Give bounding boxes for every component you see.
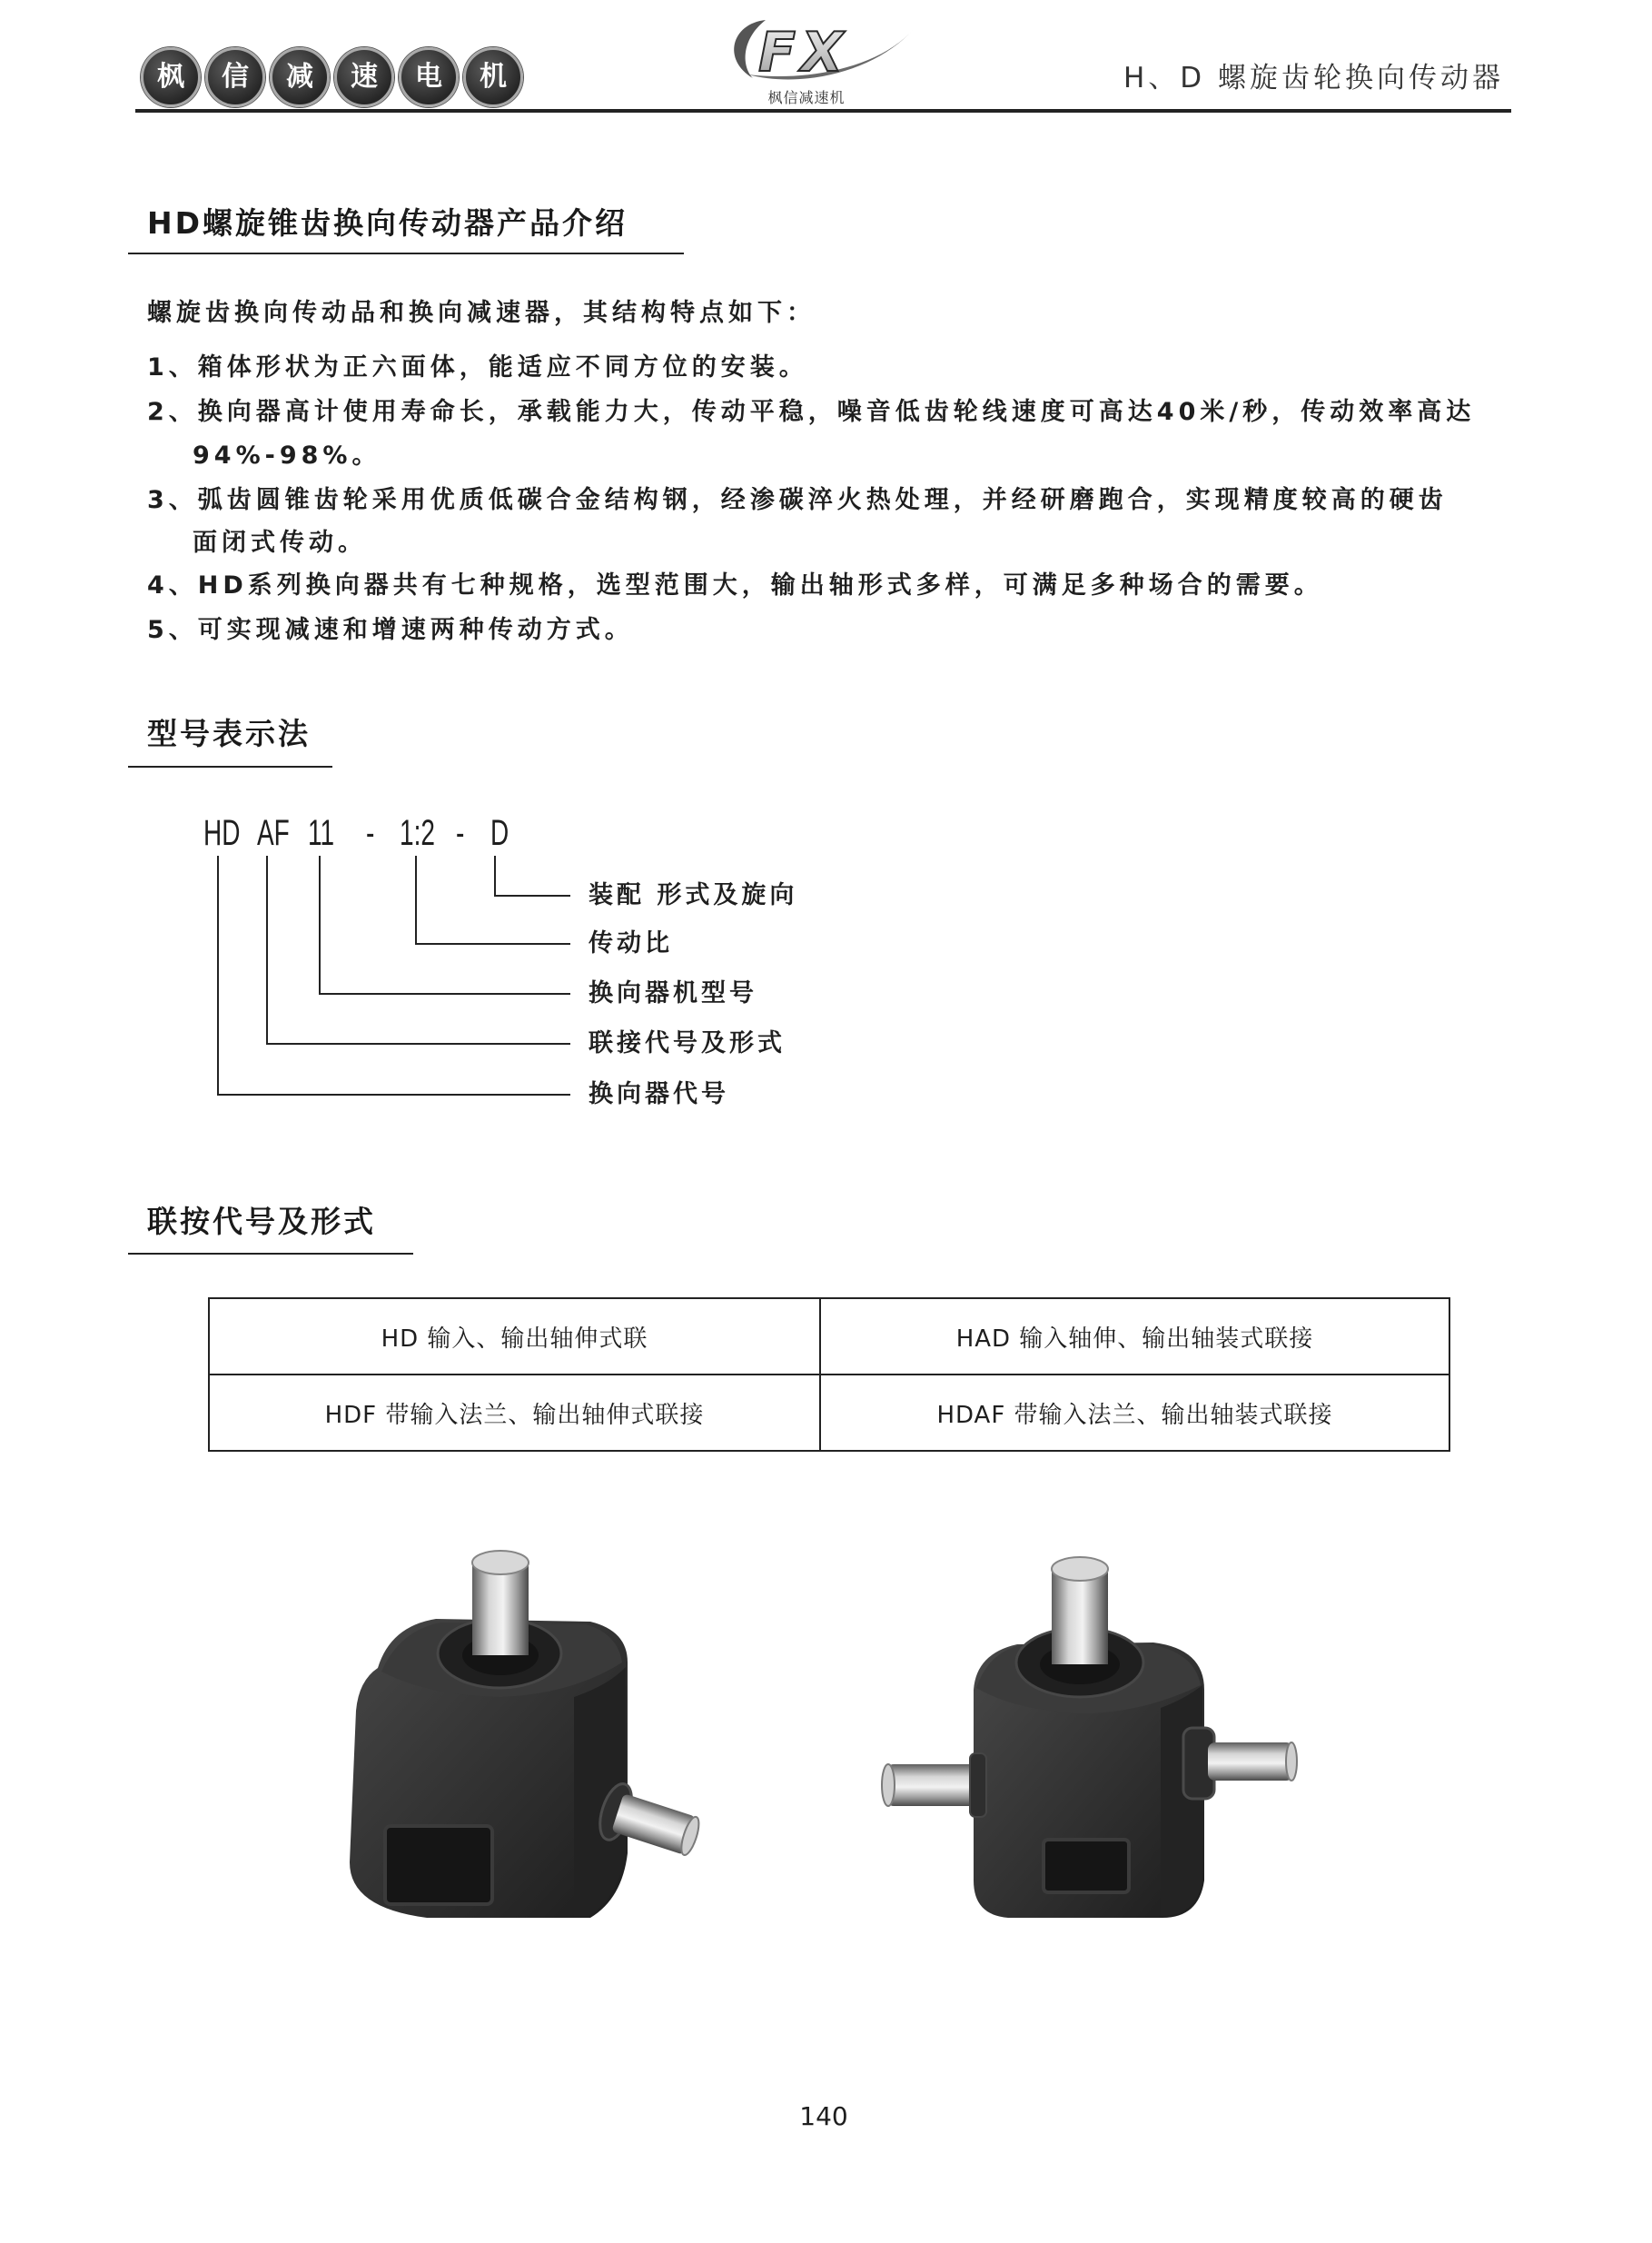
table-row bbox=[209, 1375, 1449, 1451]
top-shaft bbox=[472, 1551, 529, 1655]
section-underline bbox=[128, 766, 332, 768]
brand-char-circle: 电 bbox=[399, 47, 459, 107]
brand-char-circle: 枫 bbox=[141, 47, 201, 107]
intro-lead: 螺旋齿换向传动品和换向减速器，其结构特点如下： bbox=[147, 299, 816, 327]
feature-item-continued: 94%-98%。 bbox=[193, 442, 381, 470]
callout-line-size bbox=[320, 856, 570, 994]
table-row bbox=[209, 1298, 1449, 1375]
inspection-cover bbox=[1044, 1840, 1129, 1892]
connection-type-table bbox=[208, 1297, 1450, 1452]
product-photo-right bbox=[872, 1535, 1308, 1926]
header-title: H、D 螺旋齿轮换向传动器 bbox=[1123, 62, 1504, 94]
table-cell: HDF 带输入法兰、输出轴伸式联接 bbox=[209, 1375, 820, 1451]
code-part-size: 11 bbox=[308, 813, 335, 853]
company-logo bbox=[722, 15, 917, 96]
logo-letters: FX bbox=[758, 21, 849, 84]
feature-item-continued: 面闭式传动。 bbox=[193, 529, 367, 557]
code-part-ratio: 1:2 bbox=[400, 813, 435, 853]
section-underline bbox=[128, 253, 684, 254]
code-part-assembly: D bbox=[490, 813, 509, 853]
section-underline bbox=[128, 1253, 413, 1255]
section-heading-model: 型号表示法 bbox=[147, 716, 311, 751]
feature-item: 1、箱体形状为正六面体，能适应不同方位的安装。 bbox=[147, 353, 808, 382]
table-cell: HD 输入、输出轴伸式联 bbox=[209, 1298, 820, 1375]
right-shaft bbox=[1183, 1728, 1297, 1799]
brand-char-circle: 机 bbox=[463, 47, 523, 107]
code-part-connection: AF bbox=[257, 813, 290, 853]
logo-caption: 枫信减速机 bbox=[767, 89, 846, 106]
feature-item: 4、HD系列换向器共有七种规格，选型范围大，输出轴形式多样，可满足多种场合的需要。 bbox=[147, 571, 1323, 600]
callout-lines bbox=[182, 845, 599, 1117]
feature-item: 5、可实现减速和增速两种传动方式。 bbox=[147, 616, 634, 644]
callout-label-connection: 联接代号及形式 bbox=[589, 1029, 786, 1057]
callout-label-size: 换向器机型号 bbox=[589, 979, 757, 1007]
callout-label-assembly: 装配 形式及旋向 bbox=[589, 881, 798, 909]
feature-item: 3、弧齿圆锥齿轮采用优质低碳合金结构钢，经渗碳淬火热处理，并经研磨跑合，实现精度较高的硬齿 bbox=[147, 486, 1448, 514]
brand-char-circle: 减 bbox=[270, 47, 330, 107]
callout-line-connection bbox=[267, 856, 570, 1044]
top-shaft bbox=[1052, 1557, 1108, 1664]
code-part-series: HD bbox=[203, 813, 241, 853]
section-heading-connection: 联按代号及形式 bbox=[147, 1204, 376, 1239]
table-cell: HAD 输入轴伸、输出轴装式联接 bbox=[820, 1298, 1449, 1375]
feature-item: 2、换向器高计使用寿命长，承载能力大，传动平稳，噪音低齿轮线速度可高达40米/秒，传动效率高达 bbox=[147, 398, 1476, 426]
page-number: 140 bbox=[799, 2101, 848, 2131]
code-part-separator: - bbox=[366, 813, 375, 853]
callout-label-ratio: 传动比 bbox=[589, 929, 673, 958]
brand-char-circle: 信 bbox=[205, 47, 265, 107]
code-part-separator: - bbox=[456, 813, 465, 853]
header-divider bbox=[135, 109, 1511, 113]
callout-line-series bbox=[218, 856, 570, 1095]
callout-label-series: 换向器代号 bbox=[589, 1080, 729, 1108]
section-heading-intro: HD螺旋锥齿换向传动器产品介绍 bbox=[147, 205, 628, 241]
callout-line-ratio bbox=[416, 856, 570, 944]
product-photo-left bbox=[345, 1535, 708, 1926]
inspection-cover bbox=[385, 1826, 492, 1904]
table-cell: HDAF 带输入法兰、输出轴装式联接 bbox=[820, 1375, 1449, 1451]
brand-char-circle: 速 bbox=[334, 47, 394, 107]
callout-line-assembly bbox=[495, 856, 570, 896]
